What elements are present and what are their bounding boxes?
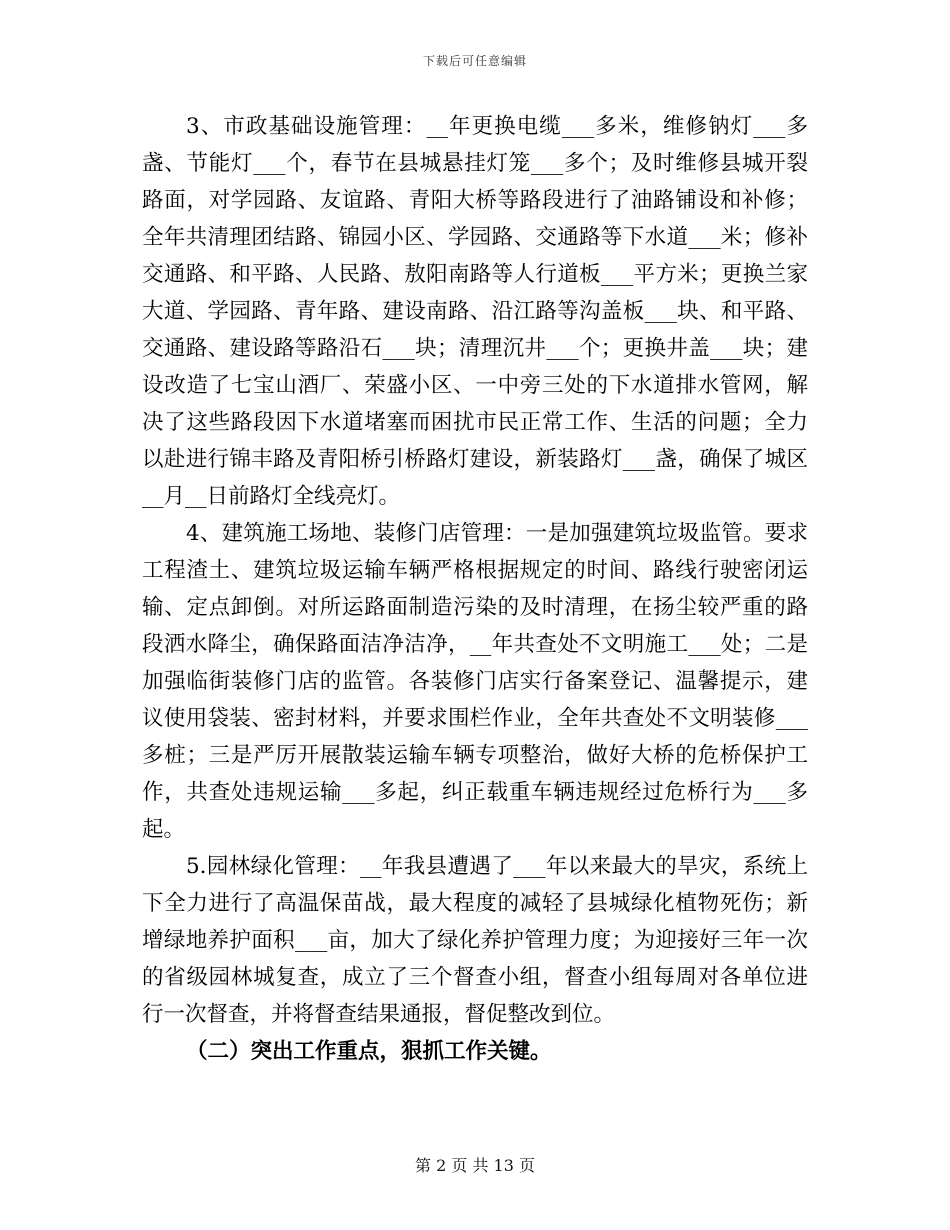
document-body bbox=[142, 108, 808, 1070]
page-number: 第 2 页 共 13 页 bbox=[415, 1156, 535, 1175]
section-heading: （二）突出工作重点，狠抓工作关键。 bbox=[186, 1039, 552, 1064]
paragraph-municipal-infrastructure: 3、市政基础设施管理：__年更换电缆___多米，维修钠灯___多盏、节能灯___个，春节在县城悬挂灯笼___多个；及时维修县城开裂路面，对学园路、友谊路、青阳大桥等路段进行了油路铺设和补修；全年共清理团结路、锦园小区、学园路、交通路等下水道___米；修补交通路、和平路、人民路、敖阳南路等人行道板___平方米；更换兰家大道、学园路、青年路、建设南路、沿江路等沟盖板___块、和平路、交通路、建设路等路沿石___块；清理沉井___个；更换井盖___块；建设改造了七宝山酒厂、荣盛小区、一中旁三处的下水道排水管网，解决了这些路段因下水道堵塞而困扰市民正常工作、生活的问题；全力以赴进行锦丰路及青阳桥引桥路灯建设，新装路灯___盏，确保了城区__月__日前路灯全线亮灯。 bbox=[142, 114, 808, 509]
paragraph-construction-sites: 4、建筑施工场地、装修门店管理：一是加强建筑垃圾监管。要求工程渣土、建筑垃圾运输车辆严格根据规定的时间、路线行驶密闭运输、定点卸倒。对所运路面制造污染的及时清理，在扬尘较严重的路段洒水降尘，确保路面洁净洁净，__年共查处不文明施工___处；二是加强临街装修门店的监管。各装修门店实行备案登记、温馨提示，建议使用袋装、密封材料，并要求围栏作业，全年共查处不文明装修___多桩；三是严厉开展散装运输车辆专项整治，做好大桥的危桥保护工作，共查处违规运输___多起，纠正载重车辆违规经过危桥行为___多起。 bbox=[142, 521, 808, 842]
page-header: 下载后可任意编辑 bbox=[422, 54, 527, 68]
paragraph-landscaping: 5.园林绿化管理：__年我县遭遇了___年以来最大的旱灾，系统上下全力进行了高温保苗战，最大程度的减轻了县城绿化植物死伤；新增绿地养护面积___亩，加大了绿化养护管理力度；为迎接好三年一次的省级园林城复查，成立了三个督查小组，督查小组每周对各单位进行一次督查，并将督查结果通报，督促整改到位。 bbox=[142, 854, 808, 1027]
